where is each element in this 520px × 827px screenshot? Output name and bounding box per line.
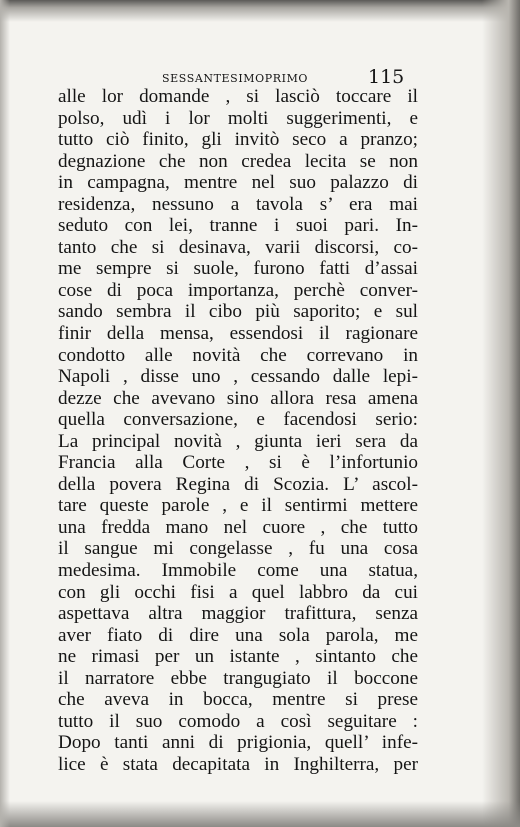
text-line: tanto che si desinava, varii discorsi, co- <box>58 236 418 258</box>
text-line: tare queste parole , e il sentirmi mettere <box>58 495 418 517</box>
text-line: La principal novità , giunta ieri sera da <box>58 430 418 452</box>
text-line: polso, udì i lor molti suggerimenti, e <box>58 107 418 129</box>
page-edge-right <box>482 0 520 827</box>
text-line: il sangue mi congelasse , fu una cosa <box>58 538 418 560</box>
text-line: una fredda mano nel cuore , che tutto <box>58 516 418 538</box>
body-text <box>58 86 418 776</box>
text-line: residenza, nessuno a tavola s’ era mai <box>58 193 418 215</box>
text-line: quella conversazione, e facendosi serio: <box>58 409 418 431</box>
text-line: lice è stata decapitata in Inghilterra, per <box>58 753 418 775</box>
text-line: tutto ciò finito, gli invitò seco a pranzo; <box>58 129 418 151</box>
text-line: aver fiato di dire una sola parola, me <box>58 624 418 646</box>
page-edge-bottom <box>0 801 520 827</box>
text-line: Napoli , disse uno , cessando dalle lepi- <box>58 366 418 388</box>
text-line: aspettava altra maggior trafittura, senza <box>58 603 418 625</box>
text-line: con gli occhi fisi a quel labbro da cui <box>58 581 418 603</box>
text-line: ne rimasi per un istante , sintanto che <box>58 646 418 668</box>
text-line: sando sembra il cibo più saporito; e sul <box>58 301 418 323</box>
text-line: degnazione che non credea lecita se non <box>58 150 418 172</box>
text-line: Dopo tanti anni di prigionia, quell’ infe- <box>58 732 418 754</box>
text-line: condotto alle novità che correvano in <box>58 344 418 366</box>
text-line: alle lor domande , si lasciò toccare il <box>58 86 418 107</box>
text-line: seduto con lei, tranne i suoi pari. In- <box>58 215 418 237</box>
text-line: in campagna, mentre nel suo palazzo di <box>58 172 418 194</box>
text-line: che aveva in bocca, mentre si prese <box>58 689 418 711</box>
page-number: 115 <box>368 66 405 88</box>
page-edge-left <box>0 0 10 827</box>
text-line: me sempre si suole, furono fatti d’assai <box>58 258 418 280</box>
text-line: medesima. Immobile come una statua, <box>58 560 418 582</box>
text-line: tutto il suo comodo a così seguitare : <box>58 710 418 732</box>
running-head: SESSANTESIMOPRIMO <box>162 72 309 85</box>
text-line: finir della mensa, essendosi il ragionare <box>58 323 418 345</box>
text-line: della povera Regina di Scozia. L’ ascol- <box>58 473 418 495</box>
text-line: il narratore ebbe trangugiato il boccone <box>58 667 418 689</box>
text-line: dezze che avevano sino allora resa amena <box>58 387 418 409</box>
text-line: cose di poca importanza, perchè conver- <box>58 279 418 301</box>
page-edge-top <box>0 0 520 22</box>
text-line: Francia alla Corte , si è l’infortunio <box>58 452 418 474</box>
